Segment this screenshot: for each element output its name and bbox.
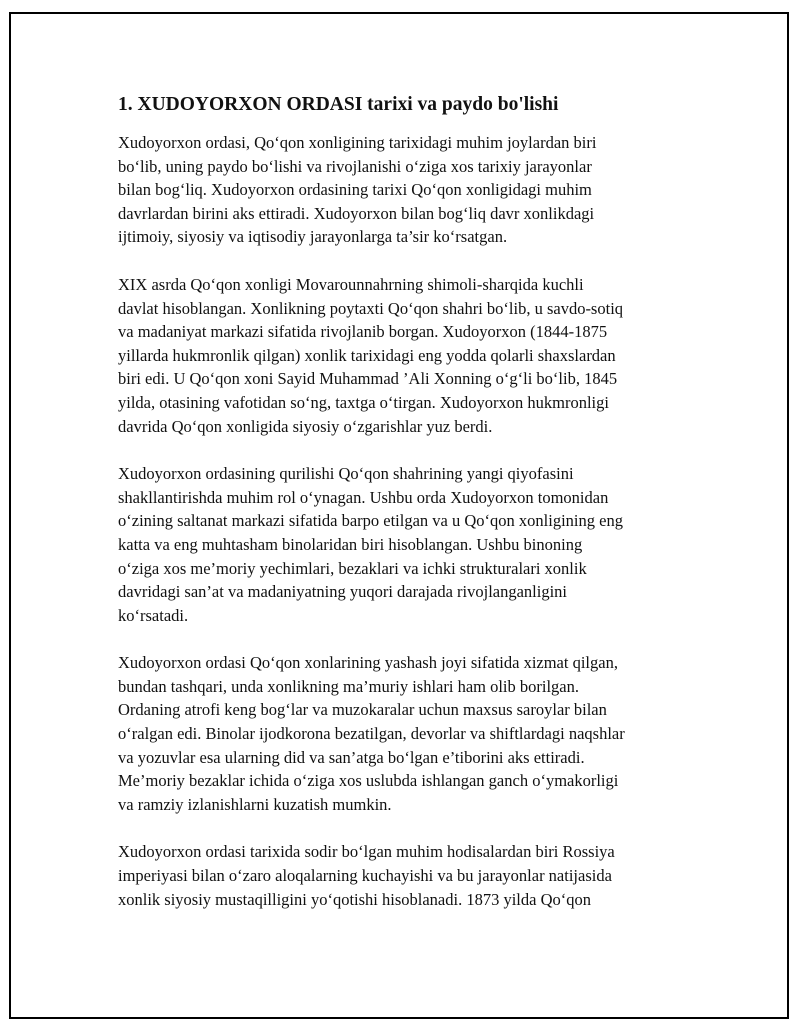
paragraph-line: Ordaning atrofi keng bog‘lar va muzokaralar uchun maxsus saroylar bilan <box>118 700 607 720</box>
paragraph-line: katta va eng muhtasham binolaridan biri hisoblangan. Ushbu binoning <box>118 534 583 554</box>
paragraph-line: Xudoyorxon ordasi tarixida sodir bo‘lgan muhim hodisalardan biri Rossiya <box>118 842 615 862</box>
paragraph-line: biri edi. U Qo‘qon xoni Sayid Muhammad ’Ali Xonning o‘g‘li bo‘lib, 1845 <box>118 369 618 389</box>
paragraph-line: va madaniyat markazi sifatida rivojlanib borgan. Xudoyorxon (1844-1875 <box>118 322 608 342</box>
paragraph-line: Xudoyorxon ordasining qurilishi Qo‘qon shahrining yangi qiyofasini <box>118 464 574 484</box>
paragraph-3 <box>118 462 693 627</box>
paragraph-2 <box>118 273 693 438</box>
paragraph-line: o‘ralgan edi. Binolar ijodkorona bezatilgan, devorlar va shiftlardagi naqshlar <box>118 724 625 744</box>
paragraph-line: va yozuvlar esa ularning did va san’atga bo‘lgan e’tiborini aks ettiradi. <box>118 747 585 767</box>
paragraph-line: bundan tashqari, unda xonlikning ma’muriy ishlari ham olib borilgan. <box>118 676 580 696</box>
paragraph-line: yillarda hukmronlik qilgan) xonlik tarixidagi eng yodda qolarli shaxslardan <box>118 345 616 365</box>
paragraph-line: o‘zining saltanat markazi sifatida barpo etilgan va u Qo‘qon xonligining eng <box>118 511 623 531</box>
paragraph-1 <box>118 131 693 249</box>
paragraph-line: va ramziy izlanishlarni kuzatish mumkin. <box>118 794 392 814</box>
paragraph-line: Me’moriy bezaklar ichida o‘ziga xos uslubda ishlangan ganch o‘ymakorligi <box>118 771 619 791</box>
paragraph-line: o‘ziga xos me’moriy yechimlari, bezaklari va ichki strukturalari xonlik <box>118 558 587 578</box>
document-content <box>118 93 693 935</box>
paragraph-4 <box>118 651 693 816</box>
document-heading: 1. XUDOYORXON ORDASI tarixi va paydo bo'lishi <box>118 94 559 115</box>
paragraph-line: ko‘rsatadi. <box>118 605 189 625</box>
paragraph-line: xonlik siyosiy mustaqilligini yo‘qotishi hisoblanadi. 1873 yilda Qo‘qon <box>118 889 591 909</box>
paragraph-line: davrida Qo‘qon xonligida siyosiy o‘zgarishlar yuz berdi. <box>118 416 493 436</box>
paragraph-line: bo‘lib, uning paydo bo‘lishi va rivojlanishi o‘ziga xos tarixiy jarayonlar <box>118 156 592 176</box>
paragraph-line: shakllantirishda muhim rol o‘ynagan. Ushbu orda Xudoyorxon tomonidan <box>118 487 609 507</box>
paragraph-line: davridagi san’at va madaniyatning yuqori darajada rivojlanganligini <box>118 582 568 602</box>
paragraph-line: Xudoyorxon ordasi Qo‘qon xonlarining yashash joyi sifatida xizmat qilgan, <box>118 653 618 673</box>
paragraph-5 <box>118 840 693 911</box>
paragraph-line: XIX asrda Qo‘qon xonligi Movarounnahrning shimoli-sharqida kuchli <box>118 274 584 294</box>
paragraph-line: ijtimoiy, siyosiy va iqtisodiy jarayonlarga ta’sir ko‘rsatgan. <box>118 227 508 247</box>
paragraph-line: yilda, otasining vafotidan so‘ng, taxtga o‘tirgan. Xudoyorxon hukmronligi <box>118 392 609 412</box>
paragraph-line: imperiyasi bilan o‘zaro aloqalarning kuchayishi va bu jarayonlar natijasida <box>118 866 612 886</box>
paragraph-line: Xudoyorxon ordasi, Qo‘qon xonligining tarixidagi muhim joylardan biri <box>118 133 597 152</box>
paragraph-line: davlat hisoblangan. Xonlikning poytaxti Qo‘qon shahri bo‘lib, u savdo-sotiq <box>118 298 624 318</box>
paragraph-line: davrlardan birini aks ettiradi. Xudoyorxon bilan bog‘liq davr xonlikdagi <box>118 203 595 223</box>
paragraph-line: bilan bog‘liq. Xudoyorxon ordasining tarixi Qo‘qon xonligidagi muhim <box>118 180 592 200</box>
